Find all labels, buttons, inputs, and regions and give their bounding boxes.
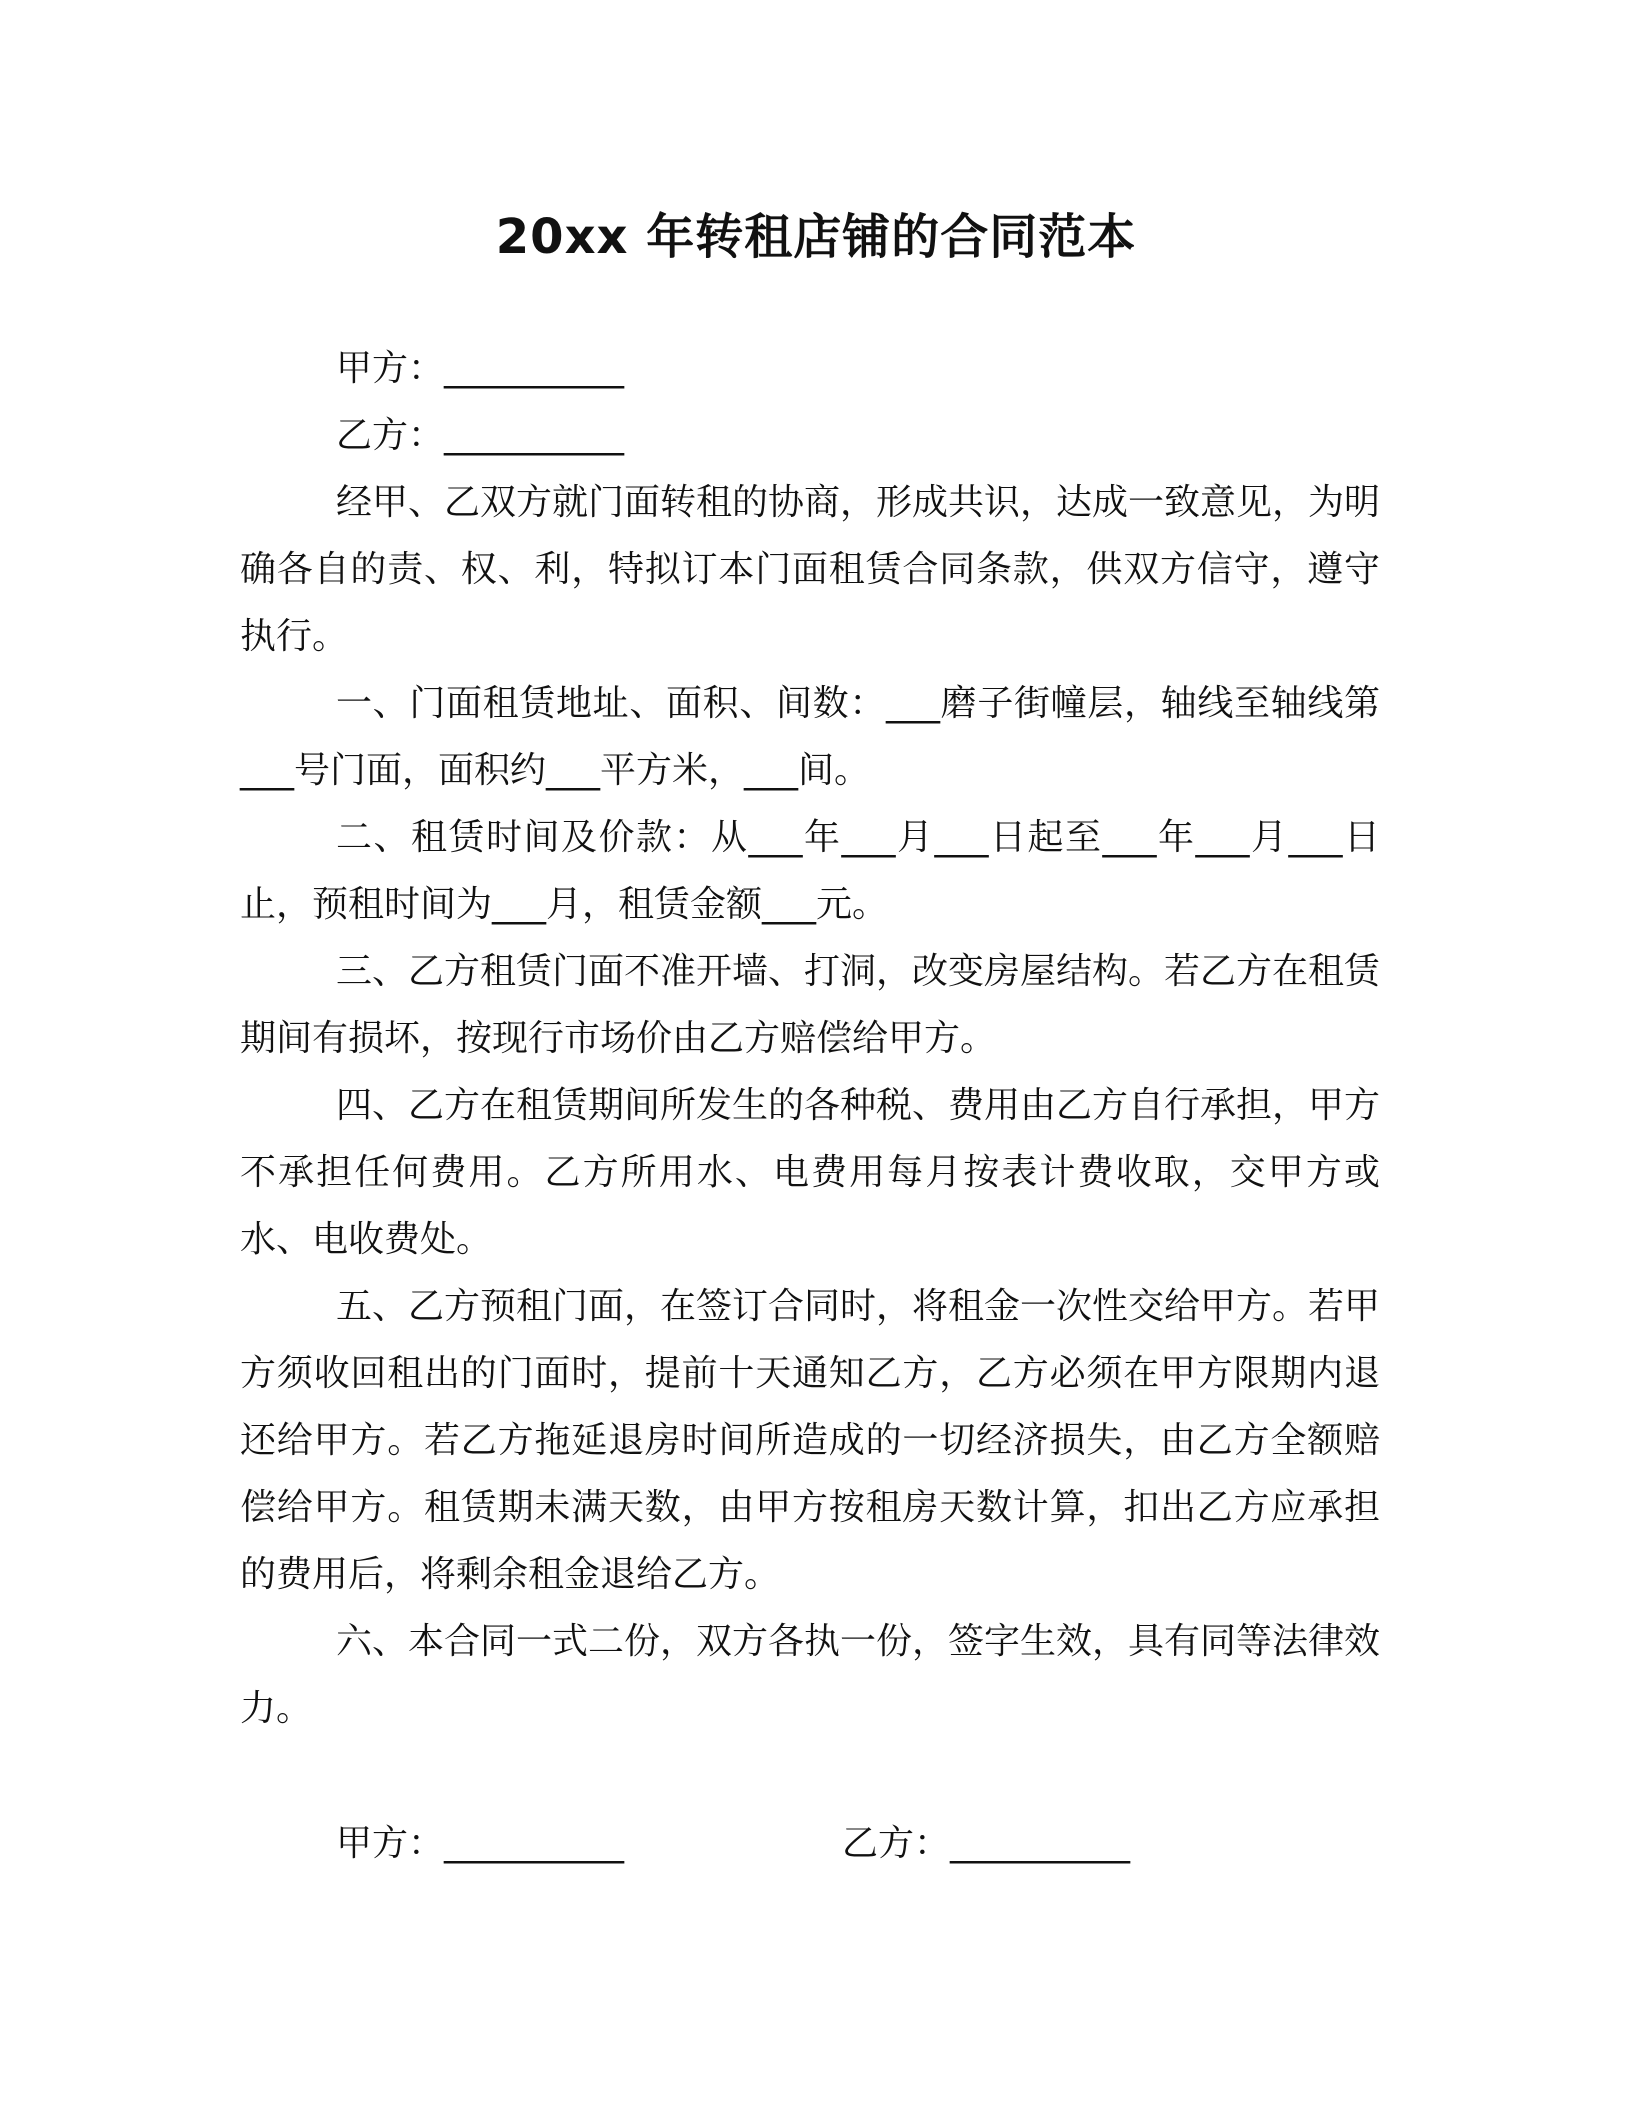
party-b-line: 乙方：__________ [336,415,625,456]
party-a-line: 甲方：__________ [336,348,625,389]
paragraph-clause-4: 四、乙方在租赁期间所发生的各种税、费用由乙方自行承担，甲方不承担任何费用。乙方所用水、电费用每月按表计费收取，交甲方或水、电收费处。 [240,1085,1381,1260]
paragraph-clause-6: 六、本合同一式二份，双方各执一份，签字生效，具有同等法律效力。 [240,1621,1381,1729]
paragraph-clause-1: 一、门面租赁地址、面积、间数：___磨子街幢层，轴线至轴线第___号门面，面积约___平方米，___间。 [240,683,1380,791]
paragraph-clause-3: 三、乙方租赁门面不准开墙、打洞，改变房屋结构。若乙方在租赁期间有损坏，按现行市场价由乙方赔偿给甲方。 [240,951,1381,1059]
contract-body [240,335,1380,1742]
document-title: 20xx 年转租店铺的合同范本 [495,209,1137,265]
signature-party-b: 乙方：__________ [842,1823,1131,1864]
signature-party-a: 甲方：__________ [336,1823,625,1864]
paragraph-clause-2: 二、租赁时间及价款：从___年___月___日起至___年___月___日止，预租时间为___月，租赁金额___元。 [240,817,1380,925]
paragraph-intro: 经甲、乙双方就门面转租的协商，形成共识，达成一致意见，为明确各自的责、权、利，特拟订本门面租赁合同条款，供双方信守，遵守执行。 [240,482,1381,657]
paragraph-clause-5: 五、乙方预租门面，在签订合同时，将租金一次性交给甲方。若甲方须收回租出的门面时，提前十天通知乙方，乙方必须在甲方限期内退还给甲方。若乙方拖延退房时间所造成的一切经济损失，由乙方全额赔偿给甲方。租赁期未满天数，由甲方按租房天数计算，扣出乙方应承担的费用后，将剩余租金退给乙方。 [240,1286,1381,1595]
